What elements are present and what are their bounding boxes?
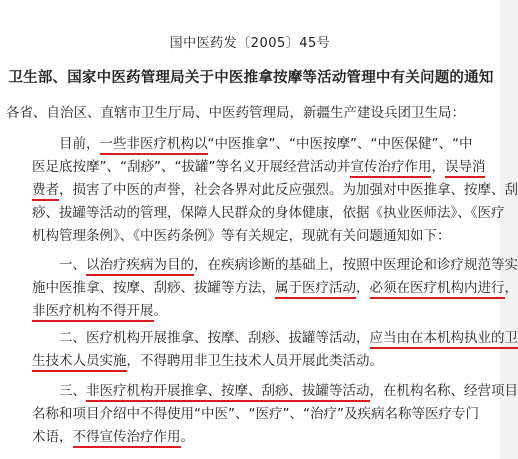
text-line: 痧、拔罐等活动的管理，保障人民群众的身体健康，依据《执业医师法》、《医疗 [32, 205, 505, 221]
underline-annotation: 非医疗机构开展推拿、按摩、刮痧、拔罐等活动 [86, 383, 370, 402]
text-line: 名称和项目介绍中不得使用“中医”、“医疗”、“治疗”及疾病名称等医疗专门 [32, 406, 479, 422]
text-line: 生技术人员实施，不得聘用非卫生技术人员开展此类活动。 [32, 350, 462, 373]
underline-annotation: 非医疗机构不得开展 [32, 303, 154, 322]
paragraph-item-2 [32, 327, 518, 373]
text-line: 目前，一些非医疗机构以“中医推拿”、“中医按摩”、“中医保健”、“中 [32, 133, 462, 156]
underline-annotation: 误导消 [445, 159, 486, 178]
paragraph-item-1 [32, 254, 518, 323]
text-line: 机构管理条例》、《中医药条例》等有关规定，现就有关问题通知如下： [32, 228, 451, 244]
text-line: 医足底按摩”、“刮痧”、“拔罐”等名义开展经营活动并宣传治疗作用，误导消 [32, 156, 462, 179]
underline-annotation: 一些非医疗机构以 [100, 136, 208, 155]
paragraph-intro [32, 133, 518, 248]
addressee-line: 各省、自治区、直辖市卫生厅局、中医药管理局，新疆生产建设兵团卫生局： [6, 105, 465, 121]
underline-annotation: 属于医疗活动 [275, 280, 356, 299]
underline-annotation: 不得宣传治疗作用 [73, 429, 181, 448]
underline-annotation: 生技术人员实施 [32, 353, 127, 372]
text-line: 非医疗机构不得开展。 [32, 300, 462, 323]
text-line: 一、以治疗疾病为目的，在疾病诊断的基础上，按照中医理论和诊疗规范等实 [32, 254, 462, 277]
text-line: 三、非医疗机构开展推拿、按摩、刮痧、拔罐等活动，在机构名称、经营项目 [32, 380, 462, 403]
underline-annotation: 宣传治疗作用 [350, 159, 431, 178]
text-line: 二、医疗机构开展推拿、按摩、刮痧、拔罐等活动，应当由在本机构执业的卫 [32, 327, 462, 350]
underline-annotation: 必须在医疗机构内进行 [370, 280, 505, 299]
document-number: 国中医药发〔2005〕45号 [169, 36, 331, 51]
underline-annotation: 应当由在本机构执业的卫 [370, 330, 518, 349]
text-line: 施中医推拿、按摩、刮痧、拔罐等方法，属于医疗活动，必须在医疗机构内进行， [32, 277, 462, 300]
text-line: 术语，不得宣传治疗作用。 [32, 426, 462, 449]
underline-annotation: 以治疗疾病为目的 [86, 257, 194, 276]
paragraph-item-3 [32, 380, 518, 449]
notice-title: 卫生部、国家中医药管理局关于中医推拿按摩等活动管理中有关问题的通知 [8, 70, 494, 86]
underline-annotation: 费者 [32, 182, 59, 201]
text-line: 费者，损害了中医的声誉，社会各界对此反应强烈。为加强对中医推拿、按摩、刮 [32, 179, 462, 202]
